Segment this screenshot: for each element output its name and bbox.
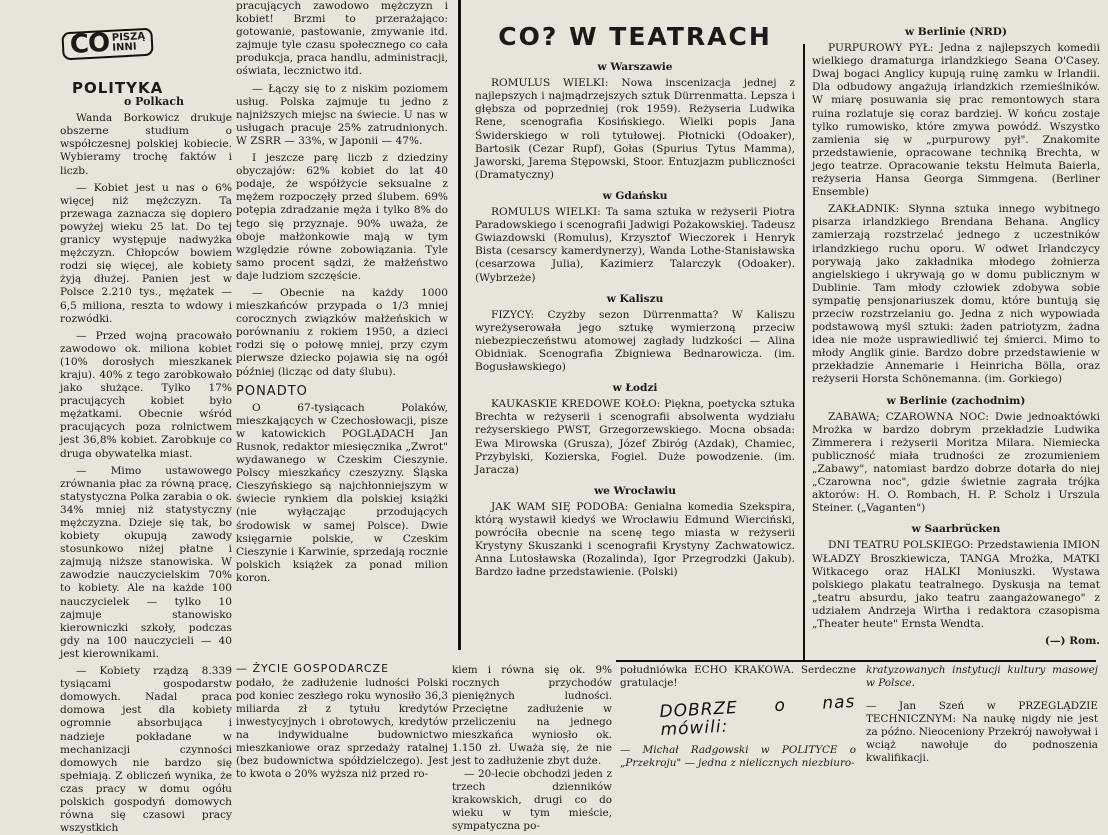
review-paragraph: ROMULUS WIELKI: Nowa inscenizacja jednej z najlepszych i najmądrzejszych sztuk Dürrenmatta. Lepsza i głębsza od poprzedniej (rok 1959). Reżyseria Ludwika Rene, scenografia Kosińskiego. Wielki popis Jana Świderskiego w roli tytułowej. Płotnicki (Odoaker), Bartosik (Cezar Rupf), Gołas (Spurius Tytus Mamma), Jaworski, Jarema Stępowski, Stoor. Entuzjazm publiczności (Dramatyczny)	[475, 77, 795, 181]
paragraph: pracujących zawodowo mężczyzn i kobiet! Brzmi to przerażająco: gotowanie, pastowanie, zmywanie itd. zajmuje tyle czasu społecznego co cała produkcja, praca handlu, administracji, oświata, lecznictwo itd.	[236, 0, 448, 78]
signature: (—) Rom.	[1044, 635, 1100, 648]
paragraph: południówka ECHO KRAKOWA. Serdeczne gratulacje!	[620, 664, 856, 689]
city-label: w Gdańsku	[602, 189, 668, 202]
review-paragraph: DNI TEATRU POLSKIEGO: Przedstawienia IMION WŁADZY Broszkiewicza, TANGA Mrożka, MATKI Witkacego oraz HALKI Moniuszki. Wystawa polskiego plakatu teatralnego. Dyskusja na temat „teatru absurdu, jako teatru zaangażowanego" z udziałem Andrzeja Wirtha i redaktora czasopisma „Theater heute" Ernsta Wendta.	[812, 539, 1100, 631]
review-paragraph: FIZYCY: Czyżby sezon Dürrenmatta? W Kaliszu wyreżyserowała jego sztukę wymierzoną przeciw niebezpieczeństwu atomowej zagłady ludzkości — Alina Obidniak. Scenografia Zbigniewa Bednarowicza. (im. Bogusławskiego)	[475, 308, 795, 374]
review-paragraph: PURPUROWY PYŁ: Jedna z najlepszych komedii wielkiego dramaturga irlandzkiego Seana O'Casey. Dwaj bogaci Anglicy kupują ruinę zamku w Irlandii. Dla odbudowy angażują irlandzkich rzemieślników. W miarę posuwania się prac remontowych stara ruina rozlatuje się coraz bardziej. W końcu zostaje tylko rumowisko, które zmywa powódź. Wszystko zamienia się w „purpurowy pył". Znakomite przedstawienie, opracowane techniką Brechta, w jego teatrze. Opracowanie tekstu Helmuta Baierla, reżyseria Hansa Georga Simmgena. (Berliner Ensemble)	[812, 42, 1100, 199]
paragraph: — Łączy się to z niskim poziomem usług. Polska zajmuje tu jedno z najniższych miejsc na świecie. U nas w usługach pracuje 25% zatrudnionych. W ZSRR — 33%, w Japonii — 47%.	[236, 82, 448, 147]
section-heading-polityka: POLITYKA	[72, 79, 164, 97]
review-paragraph: JAK WAM SIĘ PODOBA: Genialna komedia Szekspira, którą wystawił kiedyś we Wrocławiu Edmund Wierciński, powróciła obecnie na scenę tego miasta w reżyserii Krystyny Skuszanki i scenografii Krystyny Zachwatowicz. Anna Lutosławska (Rozalinda), Igor Przegrodzki (Jakub). Bardzo ładne przedstawienie. (Polski)	[475, 500, 795, 579]
bottom-divider	[616, 660, 1096, 662]
city-label: w Berlinie (zachodnim)	[886, 394, 1026, 407]
paragraph: podało, że zadłużenie ludności Polski pod koniec zeszłego roku wynosiło 36,3 miliarda zł z tytułu kredytów inwestycyjnych i obrotowych, kredytów na indywidualne budownictwo mieszkaniowe oraz sprzedaży ratalnej (bez budownictwa spółdzielczego). Jest to kwota o 20% wyższa niż przed ro-	[236, 677, 448, 780]
bottom-col-4	[866, 664, 1098, 765]
dobrze-o-nas-mowili-handwritten: DOBRZE o nas mówili:	[659, 691, 856, 741]
city-label: w Warszawie	[597, 61, 673, 74]
city-label: w Łodzi	[612, 382, 658, 395]
paragraph: — Mimo ustawowego zrównania płac za równą pracę, statystyczna Polka zarabia o ok. 34% mniej niż statystyczny mężczyzna. Dzieje się tak, bo kobiety okupują zawody stosunkowo niżej płatne i zajmują niższe stanowiska. W zawodzie nauczycielskim 70% to kobiety. Ale na każde 100 nauczycielek — tylko 10 zajmuje stanowisko kierowniczki szkoły, podczas gdy na 100 nauczycieli — 40 jest kierownikami.	[60, 464, 232, 660]
paragraph: — Kobiety rządzą 8.339 tysiącami gospodarstw domowych. Nadal praca domowa jest dla kobiety ogromnie absorbująca i nadzieje pokładane w mechanizacji czynności domowych nie bardzo się spełniają. Z obliczeń wynika, że czas pracy w domu ogółu polskich gospodyń domowych równa się czasowi pracy wszystkich	[60, 665, 232, 835]
city-label: we Wrocławiu	[594, 484, 676, 497]
review-paragraph: ZAKŁADNIK: Słynna sztuka innego wybitnego pisarza irlandzkiego Brendana Behana. Anglicy zamierzają rozstrzelać jednego z uczestników irlandzkiego ruchu oporu. W odwet Irlandczycy porywają jako zakładnika młodego żołnierza angielskiego i ukrywają go w domu publicznym w Dublinie. Tam młody człowiek zdobywa sobie sympatię pensjonariuszek domu, które buntują się przeciw rozstrzelaniu go. Jedna z nich wypowiada podstawową myśl sztuki: żaden patriotyzm, żadna idea nie może usprawiedliwić tej śmierci. Mimo to młody Anglik ginie. Bardzo dobre przedstawienie w przekładzie Annemarie i Heinricha Bölla, oraz reżyserii Horsta Schönemanna. (im. Gorkiego)	[812, 203, 1100, 386]
paragraph: Wanda Borkowicz drukuje obszerne studium o współczesnej polskiej kobiecie. Wybieramy trochę faktów i liczb.	[60, 112, 232, 177]
paragraph: kiem i równa się ok. 9% rocznych przychodów pieniężnych ludności. Przeciętne zadłużenie w przeliczeniu na jednego mieszkańca wyniosło ok. 1.150 zł. Uważa się, że nie jest to zadłużenie zbyt duże.	[452, 664, 612, 767]
column-polityka	[60, 0, 232, 835]
co-pisza-inni-logo	[61, 28, 154, 61]
city-label: w Saarbrücken	[911, 523, 1001, 536]
section-heading-teatry: CO? W TEATRACH	[498, 22, 772, 51]
paragraph: — Obecnie na każdy 1000 mieszkańców przypada o 1/3 mniej corocznych związków małżeńskich w porównaniu z rokiem 1950, a dzieci rodzi się o połowę mniej, przy czym pierwsze dziecko pojawia się na ogół później (licząc od daty ślubu).	[236, 286, 448, 378]
section-heading-ponadto: PONADTO	[236, 383, 308, 399]
paragraph: — Jan Szeń w PRZEGLĄDZIE TECHNICZNYM: Na naukę nigdy nie jest za późno. Nieoceniony Przekrój nawoływał i wciąż nawołuje do podnoszenia kwalifikacji.	[866, 700, 1098, 764]
bottom-col-2	[452, 664, 612, 833]
paragraph: I jeszcze parę liczb z dziedziny obyczajów: 62% kobiet do lat 40 podaje, że współżycie seksualne z mężem rozpoczęły przed ślubem. 69% potępia zdradzanie męża i tylko 8% do tego się przyznaje. 90% uważa, że oboje małżonkowie mają w tym względzie równe zobowiązania. Tyle samo procent sądzi, że małżeństwo daje ludziom szczęście.	[236, 152, 448, 282]
column-continuation	[236, 0, 448, 655]
heading-zycie-gospodarcze: — ŻYCIE GOSPODARCZE	[236, 662, 390, 675]
paragraph: O 67-tysiącach Polaków, mieszkających w Czechosłowacji, pisze w katowickich POGLĄDACH Jan Rusnok, redaktor miesięcznika „Zwrot" wydawanego w Czeskim Cieszynie. Polscy mieszkańcy czeszyzny. Śląska Cieszyńskiego są najchłonniejszym w świecie rynkiem dla polskiej książki (nie wyłączając przodujących środowisk w samej Polsce). Dwie księgarnie polskie, w Czeskim Cieszynie i Karwinie, sprzedają rocznie polskich książek za ponad milion koron.	[236, 401, 448, 584]
paragraph: — 20-lecie obchodzi jeden z trzech dzienników krakowskich, drugi co do wieku w tym mieście, sympatyczna po-	[452, 768, 612, 832]
paragraph: kratyzowanych instytucji kultury masowej w Polsce.	[866, 664, 1098, 689]
logo-co: CO	[69, 28, 110, 61]
review-paragraph: ZABAWA; CZAROWNA NOC: Dwie jednoaktówki Mrożka w bardzo dobrym przekładzie Ludwika Zimmerera i reżyserii Moritza Milara. Niemiecka publiczność miała trudności ze zrozumieniem „Zabawy", natomiast bardzo dobrze dotarła do niej „Czarowna noc", gdzie świetnie zagrała trójka aktorów: H. O. Rombach, H. P. Scholz i Urszula Steiner. („Vaganten")	[812, 410, 1100, 515]
city-label: w Berlinie (NRD)	[905, 26, 1007, 38]
bottom-col-1	[236, 662, 448, 781]
column-divider	[803, 44, 805, 662]
section-subheading: o Polkach	[123, 95, 185, 109]
city-label: w Kaliszu	[606, 292, 664, 305]
paragraph: — Michał Radgowski w POLITYCE o „Przekroju" — jedna z nielicznych niezbiuro-	[620, 744, 856, 769]
bottom-col-3	[620, 664, 856, 770]
paragraph: — Kobiet jest u nas o 6% więcej niż mężczyzn. Ta przewaga zaznacza się dopiero powyżej wieku 25 lat. Do tej granicy występuje nadwyżka mężczyzn. Chłopców bowiem rodzi się więcej, ale kobiety żyją dłużej. Panien jest w Polsce 2.210 tys., mężatek — 6,5 miliona, reszta to wdowy i rozwódki.	[60, 181, 232, 325]
logo-pisza: PISZĄ	[111, 31, 146, 44]
logo-inni: INNI	[112, 41, 137, 54]
column-co-w-teatrach	[475, 0, 795, 655]
review-paragraph: ROMULUS WIELKI: Ta sama sztuka w reżyserii Piotra Paradowskiego i scenografii Jadwigi Pożakowskiej. Tadeusz Gwiazdowski (Romulus), Krzysztof Wieczorek i Henryk Bista (cesarscy kamerdynerzy), Wanda Lothe-Stanisławska (cesarzowa Julia), Kazimierz Talarczyk (Odoaker). (Wybrzeże)	[475, 206, 795, 284]
paragraph: — Przed wojną pracowało zawodowo ok. miliona kobiet (10% dorosłych mieszkanek kraju). 40% z tego zarobkowało jako służące. Tylko 17% pracujących kobiet było mężatkami. Obecnie wśród pracujących poza rolnictwem jest 36,8% kobiet. Zarobkuje co druga obywatelka miast.	[60, 329, 232, 460]
column-divider	[458, 0, 461, 650]
review-paragraph: KAUKASKIE KREDOWE KOŁO: Piękna, poetycka sztuka Brechta w reżyserii i scenografii absolwenta wydziału reżyserskiego PWST, Grzegorzewskiego. Mocna obsada: Ewa Mirowska (Grusza), Józef Zbiróg (Azdak), Chamiec, Przybylski, Kozierska, Fogiel. Duże powodzenie. (im. Jaracza)	[475, 398, 795, 476]
